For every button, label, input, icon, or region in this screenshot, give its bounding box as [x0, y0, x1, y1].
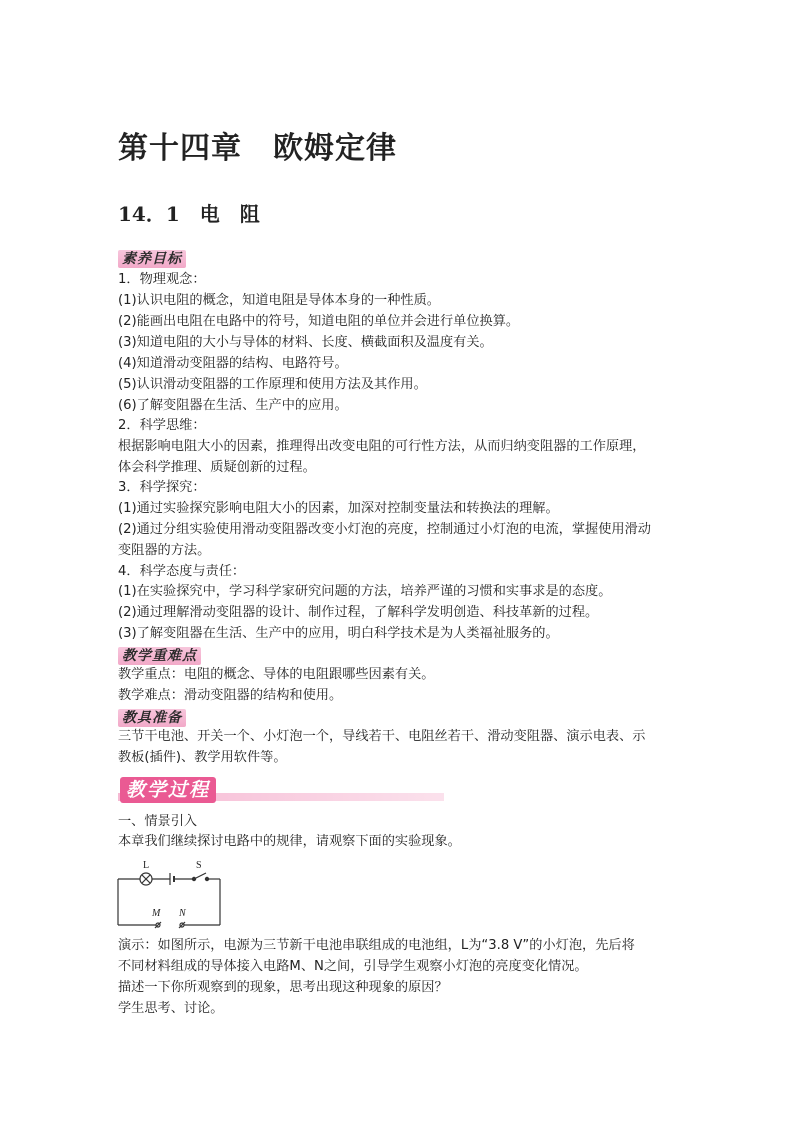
lamp-label: L — [143, 860, 150, 871]
goal-item: (3)知道电阻的大小与导体的材料、长度、横截面积及温度有关。 — [118, 335, 493, 350]
aids-line: 教板(插件)、教学用软件等。 — [118, 750, 287, 765]
goal-item: (2)通过分组实验使用滑动变阻器改变小灯泡的亮度，控制通过小灯泡的电流，掌握使用滑动 — [118, 522, 651, 537]
demo-text: 演示：如图所示，电源为三节新干电池串联组成的电池组，L为“3.8 V”的小灯泡，先后将 — [118, 938, 635, 953]
goal-item: (3)了解变阻器在生活、生产中的应用，明白科学技术是为人类福祉服务的。 — [118, 626, 559, 641]
goal-item: 变阻器的方法。 — [118, 543, 211, 558]
chapter-title: 第十四章 欧姆定律 — [118, 131, 397, 166]
goal-item: (5)认识滑动变阻器的工作原理和使用方法及其作用。 — [118, 377, 427, 392]
circuit-diagram — [116, 857, 222, 933]
goal-item: (1)认识电阻的概念，知道电阻是导体本身的一种性质。 — [118, 293, 440, 308]
goal-item: 体会科学推理、质疑创新的过程。 — [118, 460, 316, 475]
terminal-n-label: N — [179, 908, 186, 919]
goal-item: 根据影响电阻大小的因素，推理得出改变电阻的可行性方法，从而归纳变阻器的工作原理， — [118, 439, 646, 454]
intro-text: 本章我们继续探讨电路中的规律，请观察下面的实验现象。 — [118, 834, 461, 849]
goal-item: (2)能画出电阻在电路中的符号，知道电阻的单位并会进行单位换算。 — [118, 314, 520, 329]
teaching-aids-tag: 教具准备 — [118, 709, 186, 727]
goal-heading-4: 4．科学态度与责任： — [118, 564, 246, 579]
literacy-goals-tag: 素养目标 — [118, 250, 186, 268]
goal-item: (1)在实验探究中，学习科学家研究问题的方法，培养严谨的习惯和实事求是的态度。 — [118, 584, 612, 599]
section-title: 14．1 电 阻 — [118, 202, 260, 226]
teaching-difficulty: 教学难点：滑动变阻器的结构和使用。 — [118, 688, 343, 703]
intro-heading: 一、情景引入 — [118, 814, 198, 829]
aids-line: 三节干电池、开关一个、小灯泡一个，导线若干、电阻丝若干、滑动变阻器、演示电表、示 — [118, 729, 646, 744]
key-difficult-tag: 教学重难点 — [118, 647, 201, 665]
teaching-process-banner — [118, 777, 444, 803]
goal-heading-2: 2．科学思维： — [118, 418, 206, 433]
goal-heading-1: 1．物理观念： — [118, 272, 206, 287]
goal-item: (4)知道滑动变阻器的结构、电路符号。 — [118, 356, 348, 371]
goal-heading-3: 3．科学探究： — [118, 480, 206, 495]
goal-item: (6)了解变阻器在生活、生产中的应用。 — [118, 398, 348, 413]
student-text: 学生思考、讨论。 — [118, 1001, 224, 1016]
demo-text: 不同材料组成的导体接入电路M、N之间，引导学生观察小灯泡的亮度变化情况。 — [118, 959, 588, 974]
goal-item: (1)通过实验探究影响电阻大小的因素，加深对控制变量法和转换法的理解。 — [118, 501, 559, 516]
question-text: 描述一下你所观察到的现象，思考出现这种现象的原因？ — [118, 980, 448, 995]
switch-label: S — [196, 860, 202, 871]
teaching-process-label: 教学过程 — [120, 777, 216, 803]
goal-item: (2)通过理解滑动变阻器的设计、制作过程，了解科学发明创造、科技革新的过程。 — [118, 605, 599, 620]
teaching-focus: 教学重点：电阻的概念、导体的电阻跟哪些因素有关。 — [118, 667, 435, 682]
switch-icon — [194, 873, 206, 879]
terminal-m-label: M — [152, 908, 161, 919]
